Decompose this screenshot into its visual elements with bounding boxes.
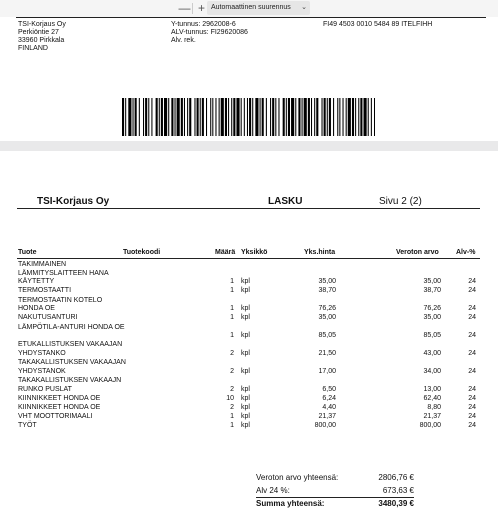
barcode-bar: [122, 98, 124, 136]
vat-total-label: Alv 24 %:: [256, 486, 290, 495]
barcode-bar: [286, 98, 287, 136]
item-unit: kpl: [241, 332, 250, 340]
item-qty: 1: [230, 314, 234, 322]
header-rule: [16, 17, 486, 18]
barcode-bar: [355, 98, 356, 136]
zoom-in-button[interactable]: +: [197, 1, 205, 15]
barcode-bar: [278, 98, 279, 136]
item-unit: kpl: [241, 287, 250, 295]
barcode-bar: [215, 98, 216, 136]
barcode-bar: [339, 98, 340, 136]
item-vat: 24: [468, 287, 476, 295]
barcode-bar: [255, 98, 258, 136]
zoom-select[interactable]: [207, 1, 310, 15]
company-name: TSI-Korjaus Oy: [37, 196, 110, 207]
vat-id: ALV-tunnus: FI29620086: [171, 29, 248, 36]
item-vat: 24: [468, 394, 476, 402]
barcode-bar: [329, 98, 331, 136]
table-row: [0, 422, 498, 431]
barcode-bar: [348, 98, 351, 136]
table-row: [0, 359, 498, 377]
item-net: 35,00: [423, 314, 441, 322]
item-qty: 1: [230, 305, 234, 313]
item-qty: 1: [230, 422, 234, 430]
item-qty: 2: [230, 367, 234, 375]
chevron-down-icon: ⌄: [301, 4, 307, 11]
barcode-bar: [244, 98, 245, 136]
item-net: 34,00: [423, 367, 441, 375]
barcode-bar: [352, 98, 354, 136]
table-row: [0, 261, 498, 287]
barcode-bar: [219, 98, 220, 136]
barcode-bar: [241, 98, 242, 136]
item-unit: kpl: [241, 367, 250, 375]
item-unit-price: 85,05: [318, 332, 336, 340]
item-net: 8,80: [427, 403, 441, 411]
barcode-bar: [266, 98, 267, 136]
item-unit: kpl: [241, 413, 250, 421]
barcode-bar: [283, 98, 285, 136]
net-total-label: Veroton arvo yhteensä:: [256, 473, 339, 482]
barcode-bar: [252, 98, 253, 136]
item-name: VHT MOOTTORIMAALI: [18, 413, 93, 421]
item-unit: kpl: [241, 305, 250, 313]
barcode-bar: [304, 98, 307, 136]
col-header-unit-price: Yks.hinta: [304, 249, 336, 256]
business-id: Y-tunnus: 2962008-6: [171, 21, 236, 28]
item-qty: 1: [230, 278, 234, 286]
barcode-bar: [233, 98, 235, 136]
barcode-bar: [343, 98, 344, 136]
item-vat: 24: [468, 305, 476, 313]
item-unit: kpl: [241, 349, 250, 357]
item-net: 35,00: [423, 278, 441, 286]
item-unit-price: 21,37: [318, 413, 336, 421]
header-rule: [17, 258, 480, 259]
address-line: 33960 Pirkkala: [18, 37, 65, 44]
barcode-bar: [161, 98, 163, 136]
item-name: LÄMPÖTILA-ANTURI HONDA OE: [18, 323, 125, 331]
barcode-bar: [177, 98, 180, 136]
item-unit-price: 17,00: [318, 367, 336, 375]
item-qty: 2: [230, 385, 234, 393]
barcode-bar: [200, 98, 201, 136]
col-header-code: Tuotekoodi: [123, 249, 161, 256]
barcode-bar: [210, 98, 211, 136]
barcode-bar: [327, 98, 328, 136]
barcode-bar: [221, 98, 224, 136]
totals-rule: [256, 497, 414, 498]
barcode-bar: [212, 98, 213, 136]
col-header-qty: Määrä: [215, 249, 236, 256]
barcode-bar: [275, 98, 276, 136]
barcode-bar: [228, 98, 229, 136]
barcode-bar: [231, 98, 232, 136]
address-line: FINLAND: [18, 45, 48, 52]
item-unit-price: 4,40: [322, 403, 336, 411]
barcode-bar: [143, 98, 144, 136]
item-unit-price: 38,70: [318, 287, 336, 295]
barcode-bar: [311, 98, 312, 136]
item-unit: kpl: [241, 394, 250, 402]
barcode-bar: [128, 98, 131, 136]
item-name: NAKUTUSANTURI: [18, 314, 78, 322]
item-qty: 10: [226, 394, 234, 402]
title-rule: [17, 208, 480, 209]
barcode-bar: [184, 98, 185, 136]
barcode-bar: [314, 98, 315, 136]
item-unit-price: 6,50: [322, 385, 336, 393]
barcode-bar: [171, 98, 173, 136]
item-net: 43,00: [423, 349, 441, 357]
barcode-bar: [333, 98, 334, 136]
table-row: [0, 287, 498, 296]
item-net: 76,26: [423, 305, 441, 313]
item-net: 21,37: [423, 413, 441, 421]
item-unit-price: 35,00: [318, 314, 336, 322]
barcode-bar: [187, 98, 188, 136]
barcode-bar: [148, 98, 149, 136]
item-name: KIINNIKKEET HONDA OE: [18, 403, 101, 411]
barcode-bar: [337, 98, 338, 136]
item-unit-price: 35,00: [318, 278, 336, 286]
item-unit-price: 800,00: [314, 422, 336, 430]
document-type: LASKU: [268, 196, 303, 207]
col-header-unit: Yksikkö: [241, 249, 268, 256]
zoom-out-button[interactable]: —: [178, 1, 191, 15]
item-net: 800,00: [419, 422, 441, 430]
vat-total-value: 673,63 €: [382, 486, 414, 495]
barcode-bar: [322, 98, 323, 136]
table-row: [0, 395, 498, 404]
barcode-bar: [291, 98, 294, 136]
grand-total-label: Summa yhteensä:: [256, 499, 325, 508]
table-row: [0, 413, 498, 422]
toolbar-divider: [192, 3, 193, 14]
item-qty: 1: [230, 332, 234, 340]
barcode-bar: [249, 98, 251, 136]
item-name: TAKAKALLISTUKSEN VAKAAJAN YHDYSTANOK: [18, 359, 126, 375]
barcode-bar: [298, 98, 300, 136]
barcode-bar: [364, 98, 367, 136]
vat-registered: Alv. rek.: [171, 37, 196, 44]
barcode-bar: [181, 98, 183, 136]
barcode-bar: [197, 98, 199, 136]
item-qty: 2: [230, 403, 234, 411]
payment-barcode: [122, 98, 375, 136]
item-net: 38,70: [423, 287, 441, 295]
barcode-bar: [194, 98, 195, 136]
barcode-bar: [368, 98, 369, 136]
barcode-bar: [139, 98, 140, 136]
item-net: 13,00: [423, 385, 441, 393]
barcode-bar: [202, 98, 204, 136]
company-ids: [171, 21, 248, 45]
barcode-bar: [360, 98, 362, 136]
barcode-bar: [358, 98, 359, 136]
item-vat: 24: [468, 422, 476, 430]
item-qty: 1: [230, 287, 234, 295]
barcode-bar: [324, 98, 326, 136]
item-name: ETUKALLISTUKSEN VAKAAJAN YHDYSTANKO: [18, 341, 123, 357]
barcode-bar: [175, 98, 176, 136]
item-vat: 24: [468, 314, 476, 322]
barcode-bar: [295, 98, 296, 136]
barcode-bar: [135, 98, 137, 136]
barcode-bar: [302, 98, 303, 136]
barcode-bar: [151, 98, 152, 136]
item-vat: 24: [468, 413, 476, 421]
table-row: [0, 404, 498, 413]
barcode-bar: [164, 98, 167, 136]
item-unit: kpl: [241, 403, 250, 411]
table-row: [0, 377, 498, 395]
col-header-net: Veroton arvo: [396, 249, 439, 256]
document-page-1: [0, 17, 498, 141]
item-vat: 24: [468, 332, 476, 340]
item-net: 62,40: [423, 394, 441, 402]
item-qty: 2: [230, 349, 234, 357]
barcode-bar: [189, 98, 191, 136]
table-row: [0, 297, 498, 315]
invoice-rows: [0, 261, 498, 432]
table-row: [0, 314, 498, 323]
item-name: TERMOSTAATTI: [18, 287, 72, 295]
barcode-bar: [133, 98, 134, 136]
barcode-bar: [371, 98, 372, 136]
barcode-bar: [168, 98, 169, 136]
item-unit: kpl: [241, 278, 250, 286]
barcode-bar: [225, 98, 227, 136]
address-line: TSI-Korjaus Oy: [18, 21, 66, 28]
barcode-bar: [125, 98, 126, 136]
item-qty: 1: [230, 413, 234, 421]
item-name: TAKIMMAINEN LÄMMITYSLAITTEEN HANA KÄYTETTY: [18, 261, 109, 286]
barcode-bar: [374, 98, 375, 136]
table-row: [0, 324, 498, 342]
item-name: KIINNIKKEET HONDA OE: [18, 394, 101, 402]
pdf-toolbar: [0, 0, 498, 17]
page-gap: [0, 141, 498, 151]
barcode-bar: [262, 98, 264, 136]
barcode-bar: [270, 98, 271, 136]
barcode-bar: [236, 98, 239, 136]
item-name: TYÖT: [18, 422, 37, 430]
item-vat: 24: [468, 349, 476, 357]
page-number: Sivu 2 (2): [379, 196, 422, 207]
item-unit: kpl: [241, 385, 250, 393]
barcode-bar: [156, 98, 158, 136]
item-unit-price: 21,50: [318, 349, 336, 357]
item-unit: kpl: [241, 422, 250, 430]
zoom-select-value: Automaattinen suurennus: [211, 4, 291, 11]
grand-total-value: 3480,39 €: [378, 499, 414, 508]
item-vat: 24: [468, 385, 476, 393]
address-line: Perkiöntie 27: [18, 29, 59, 36]
barcode-bar: [272, 98, 274, 136]
col-header-vat: Alv-%: [456, 249, 476, 256]
item-unit-price: 76,26: [318, 305, 336, 313]
barcode-bar: [145, 98, 147, 136]
item-name: TERMOSTAATIN KOTELO HONDA OE: [18, 296, 103, 313]
barcode-bar: [247, 98, 248, 136]
item-name: TAKAKALLISTUKSEN VAKAAJN RUNKO PUSLAT: [18, 376, 122, 393]
barcode-bar: [316, 98, 318, 136]
barcode-bar: [260, 98, 261, 136]
item-vat: 24: [468, 278, 476, 286]
iban: FI49 4503 0010 5484 89 ITELFIHH: [323, 21, 433, 28]
item-unit: kpl: [241, 314, 250, 322]
barcode-bar: [346, 98, 347, 136]
item-vat: 24: [468, 367, 476, 375]
col-header-product: Tuote: [18, 249, 37, 256]
barcode-bar: [288, 98, 290, 136]
item-vat: 24: [468, 403, 476, 411]
barcode-bar: [206, 98, 207, 136]
table-row: [0, 341, 498, 359]
barcode-bar: [308, 98, 310, 136]
item-unit-price: 6,24: [322, 394, 336, 402]
net-total-value: 2806,76 €: [378, 473, 414, 482]
sender-address: [18, 21, 66, 53]
document-page-2: [0, 151, 498, 519]
barcode-bar: [159, 98, 160, 136]
item-net: 85,05: [423, 332, 441, 340]
